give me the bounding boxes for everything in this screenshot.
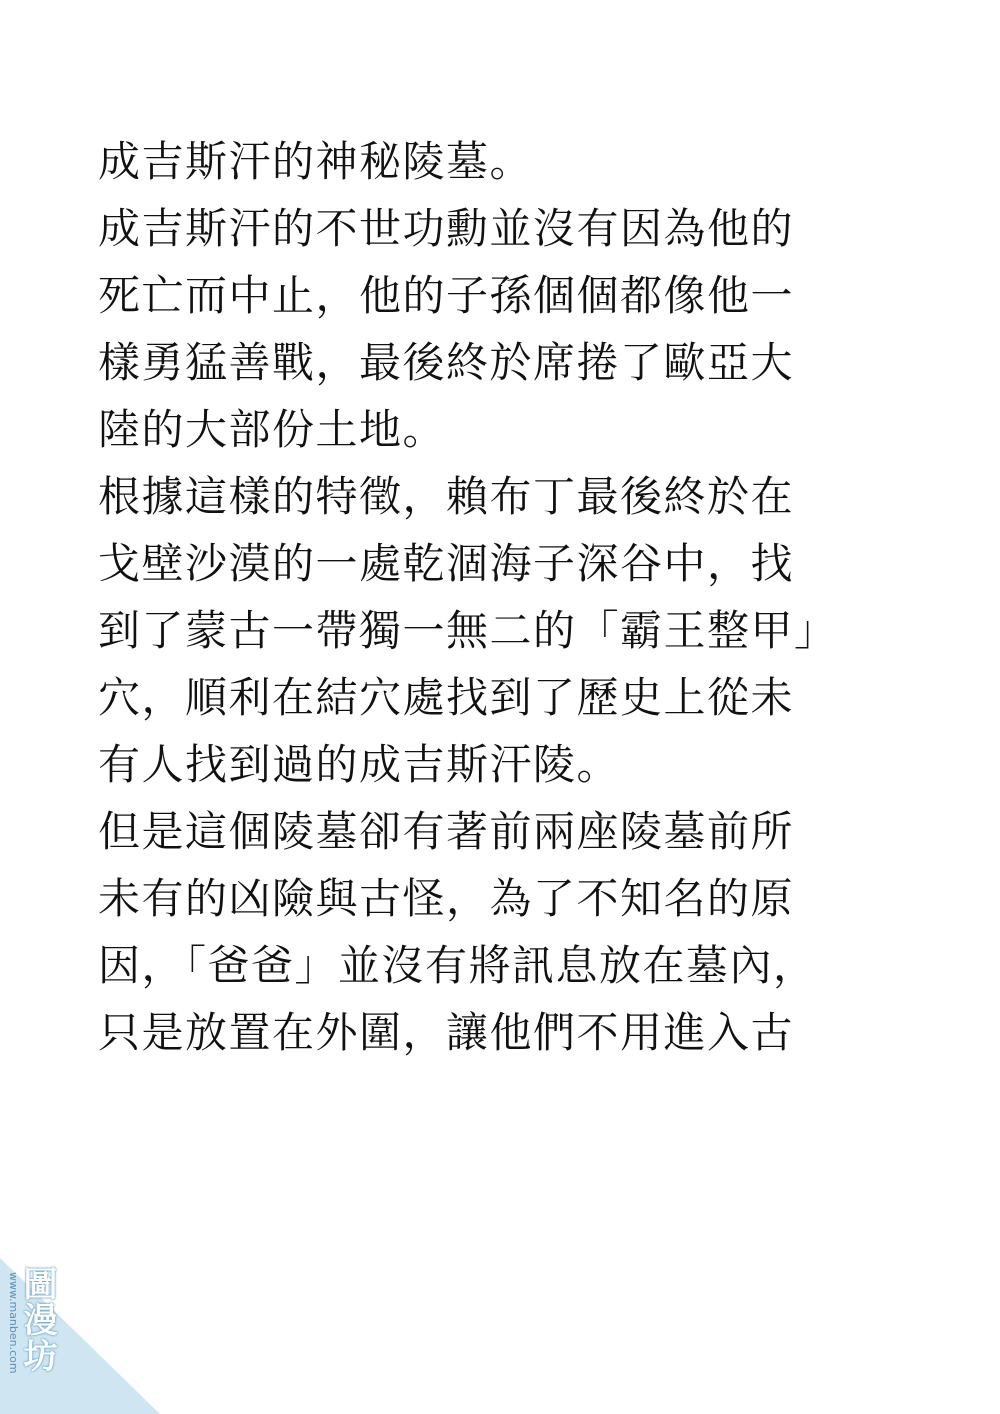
text-line: 只是放置在外圍，讓他們不用進入古	[98, 1008, 795, 1057]
text-line: 穴，順利在結穴處找到了歷史上從未	[98, 673, 795, 722]
text-line: 戈壁沙漠的一處乾涸海子深谷中，找	[98, 539, 795, 588]
body-text	[98, 128, 898, 1066]
text-line: 死亡而中止，他的子孫個個都像他一	[98, 271, 795, 320]
watermark-logo: 圖漫坊	[17, 1266, 57, 1374]
text-line: 樣勇猛善戰，最後終於席捲了歐亞大	[98, 338, 795, 387]
text-line: 但是這個陵墓卻有著前兩座陵墓前所	[98, 807, 795, 856]
text-line: 陸的大部份土地。	[98, 405, 447, 454]
text-line: 成吉斯汗的不世功勳並沒有因為他的	[98, 204, 795, 253]
text-line: 根據這樣的特徵，賴布丁最後終於在	[98, 472, 795, 521]
text-line: 因，「爸爸」並沒有將訊息放在墓內，	[98, 941, 817, 990]
text-line: 到了蒙古一帶獨一無二的「霸王整甲」	[98, 606, 838, 655]
text-line: 未有的凶險與古怪，為了不知名的原	[98, 874, 795, 923]
watermark-url: www.manben.com	[7, 1272, 20, 1374]
text-line: 有人找到過的成吉斯汗陵。	[98, 740, 621, 789]
text-line: 成吉斯汗的神秘陵墓。	[98, 137, 534, 186]
